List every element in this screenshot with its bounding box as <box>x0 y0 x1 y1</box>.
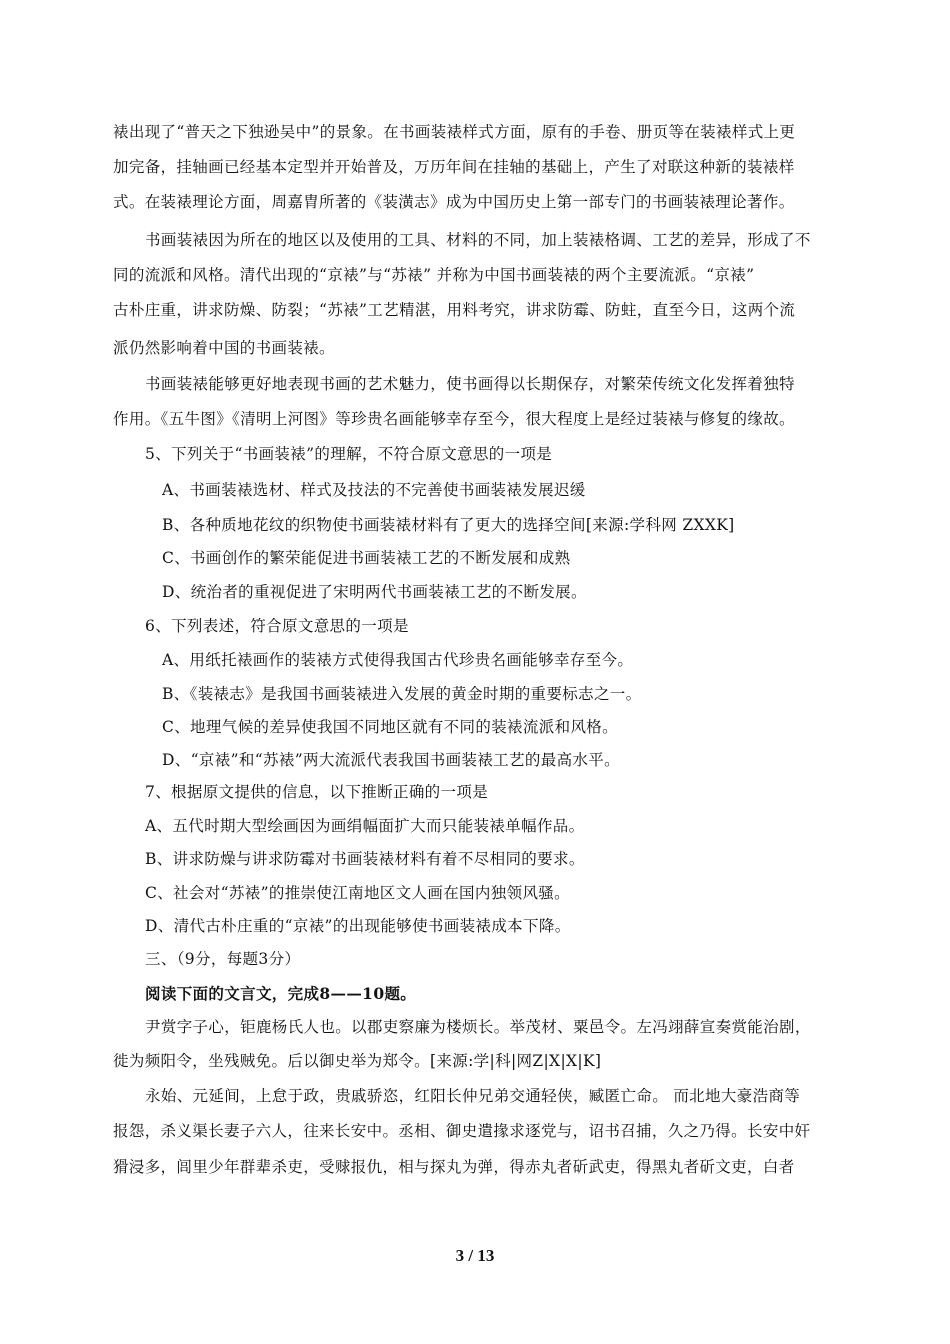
text-line: 报怨，杀义渠长妻子六人，往来长安中。丞相、御史遣掾求逐党与，诏书召捕，久之乃得。长安中奸 <box>113 1122 811 1140</box>
question-6: 6、下列表述，符合原文意思的一项是 <box>145 617 409 635</box>
text-line: 同的流派和风格。清代出现的“京裱”与“苏裱” 并称为中国书画装裱的两个主要流派。“京裱” <box>113 266 755 284</box>
text-line: 式。在装裱理论方面，周嘉胄所著的《装潢志》成为中国历史上第一部专门的书画装裱理论著作。 <box>113 193 795 211</box>
reading-instruction: 阅读下面的文言文，完成8——10题。 <box>145 984 417 1003</box>
question-6-option-c: C、地理气候的差异使我国不同地区就有不同的装裱流派和风格。 <box>162 718 619 736</box>
question-6-option-b: B、《装裱志》是我国书画装裱进入发展的黄金时期的重要标志之一。 <box>162 685 642 703</box>
question-6-option-a: A、用纸托裱画作的装裱方式使得我国古代珍贵名画能够幸存至今。 <box>162 651 634 669</box>
paragraph-start: 书画装裱因为所在的地区以及使用的工具、材料的不同，加上装裱格调、工艺的差异，形成了不 <box>145 231 811 249</box>
text-line: 徙为频阳令，坐残贼免。后以御史举为郑令。[来源:学|科|网Z|X|X|K] <box>113 1052 602 1070</box>
page-number: 3 / 13 <box>455 1246 495 1265</box>
paragraph-start: 书画装裱能够更好地表现书画的艺术魅力，使书画得以长期保存，对繁荣传统文化发挥着独特 <box>145 375 795 393</box>
question-5-option-a: A、书画装裱选材、样式及技法的不完善使书画装裱发展迟缓 <box>162 481 586 499</box>
question-7: 7、根据原文提供的信息，以下推断正确的一项是 <box>145 783 489 801</box>
paragraph-start: 永始、元延间，上怠于政，贵戚骄恣，红阳长仲兄弟交通轻侠，臧匿亡命。 而北地大豪浩商等 <box>145 1087 801 1105</box>
question-5-option-c: C、书画创作的繁荣能促进书画装裱工艺的不断发展和成熟 <box>162 549 571 567</box>
section-heading: 三、（9分，每题3分） <box>145 950 301 968</box>
question-5: 5、下列关于“书画装裱”的理解，不符合原文意思的一项是 <box>145 445 553 463</box>
paragraph-start: 尹赏字子心，钜鹿杨氏人也。以郡吏察廉为楼烦长。举茂材、粟邑令。左冯翊薛宣奏赏能治剧， <box>145 1018 811 1036</box>
question-5-option-b: B、各种质地花纹的织物使书画装裱材料有了更大的选择空间[来源:学科网 ZXXK] <box>162 516 735 534</box>
question-6-option-d: D、“京裱”和“苏裱”两大流派代表我国书画装裱工艺的最高水平。 <box>162 751 620 769</box>
text-line: 古朴庄重，讲求防燥、防裂；“苏裱”工艺精湛，用料考究，讲求防霉、防蛀，直至今日，这两个流 <box>113 301 796 319</box>
text-line: 作用。《五牛图》《清明上河图》等珍贵名画能够幸存至今，很大程度上是经过装裱与修复的缘故。 <box>113 410 795 428</box>
question-7-option-b: B、讲求防燥与讲求防霉对书画装裱材料有着不尽相同的要求。 <box>145 850 585 868</box>
question-7-option-d: D、清代古朴庄重的“京裱”的出现能够使书画装裱成本下降。 <box>145 917 571 935</box>
text-line: 加完备，挂轴画已经基本定型并开始普及，万历年间在挂轴的基础上，产生了对联这种新的装裱样 <box>113 158 795 176</box>
question-5-option-d: D、统治者的重视促进了宋明两代书画装裱工艺的不断发展。 <box>162 583 587 601</box>
text-line: 猾浸多，闾里少年群辈杀吏，受赇报仇，相与探丸为弹，得赤丸者斫武吏，得黑丸者斫文吏，白者 <box>113 1158 795 1176</box>
text-line: 裱出现了“普天之下独逊吴中”的景象。在书画装裱样式方面，原有的手卷、册页等在装裱样式上更 <box>113 123 796 141</box>
text-line: 派仍然影响着中国的书画装裱。 <box>113 339 335 357</box>
question-7-option-c: C、社会对“苏裱”的推崇使江南地区文人画在国内独领风骚。 <box>145 884 571 902</box>
question-7-option-a: A、五代时期大型绘画因为画绢幅面扩大而只能装裱单幅作品。 <box>145 817 585 835</box>
